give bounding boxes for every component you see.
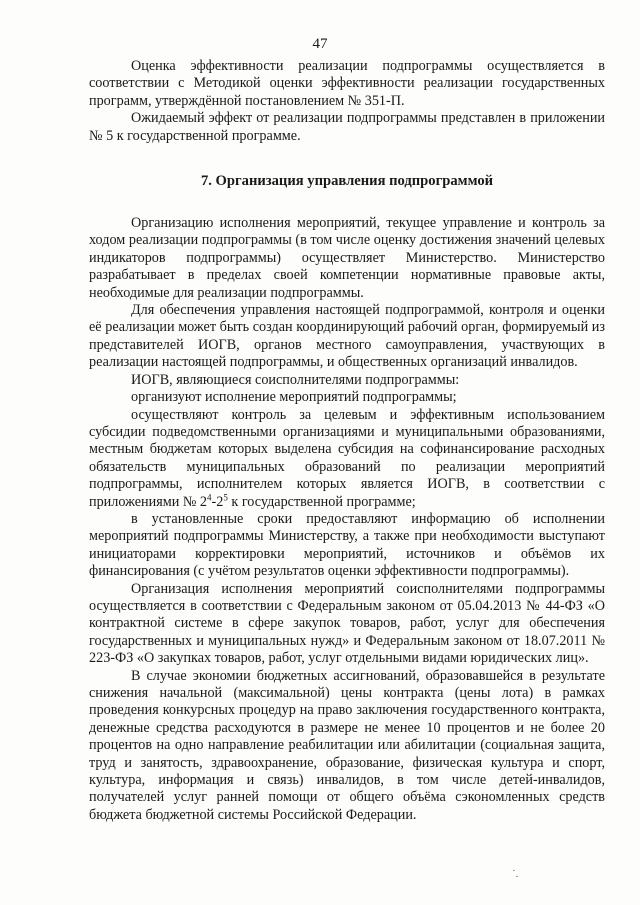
paragraph-organization: Организацию исполнения мероприятий, текущее управление и контроль за ходом реализации подпрограммы (в том числе оценку достижения значений целевых индикаторов подпрограммы) осуществляет Министерство. Министерство разрабатывает в пределах своей компетенции нормативные правовые акты, необходимые для реализации подпрограммы. bbox=[89, 215, 605, 301]
control-dash: -2 bbox=[211, 493, 224, 510]
paragraph-expected-effect: Ожидаемый эффект от реализации подпрограммы представлен в приложении № 5 к государственной программе. bbox=[89, 110, 605, 144]
list-item-organize: организуют исполнение мероприятий подпрограммы; bbox=[131, 389, 457, 406]
control-text-before: осуществляют контроль за целевым и эффективным использованием субсидии подведомственными организациями и муниципальными образованиями, местным бюджетам которых выделена субсидия на софинансирование расходных обязательств муниципальных образований по реализации мероприятий подпрограммы, исполнителем которых является ИОГВ, в соответствии с приложениями № 2 bbox=[89, 406, 605, 510]
list-item-control bbox=[89, 407, 605, 511]
page-number: 47 bbox=[312, 36, 328, 52]
paragraph-working-body: Для обеспечения управления настоящей подпрограммой, контроля и оценки её реализации может быть создан координирующий рабочий орган, формируемый из представителей ИОГВ, органов местного самоуправления, участвующих в реализации настоящей подпрограммы, и общественных организаций инвалидов. bbox=[89, 302, 605, 371]
control-text-after: к государственной программе; bbox=[227, 493, 416, 510]
paragraph-procurement: Организация исполнения мероприятий соисполнителями подпрограммы осуществляется в соответствии с Федеральным законом от 05.04.2013 № 44-ФЗ «О контрактной системе в сфере закупок товаров, работ, услуг для обеспечения государственных и муниципальных нужд» и Федеральным законом от 18.07.2011 № 223-ФЗ «О закупках товаров, работ, услуг отдельными видами юридических лиц». bbox=[89, 580, 605, 667]
superscript-4: 4 bbox=[207, 491, 212, 502]
paragraph-evaluation: Оценка эффективности реализации подпрограммы осуществляется в соответствии с Методикой оценки эффективности реализации государственных программ, утверждённой постановлением № 351-П. bbox=[89, 58, 605, 109]
list-item-report: в установленные сроки предоставляют информацию об исполнении мероприятий подпрограммы Министерству, а также при необходимости выступают инициаторами корректировки мероприятий, источников и объёмов их финансирования (с учётом результатов оценки эффективности подпрограммы). bbox=[89, 510, 605, 580]
scan-mark: ˙. bbox=[512, 868, 519, 880]
section-heading: 7. Организация управления подпрограммой bbox=[200, 173, 494, 190]
superscript-5: 5 bbox=[223, 491, 228, 502]
paragraph-iogv-intro: ИОГВ, являющиеся соисполнителями подпрограммы: bbox=[131, 371, 460, 388]
paragraph-savings: В случае экономии бюджетных ассигнований, образовавшейся в результате снижения начальной (максимальной) цены контракта (цены лота) в рамках проведения конкурсных процедур на право заключения государственного контракта, денежные средства расходуются в размере не менее 10 процентов и не более 20 процентов на одно направление реабилитации или абилитации (социальная защита, труд и занятость, здравоохранение, образование, физическая культура и спорт, культура, информация и связь) инвалидов, в том числе детей-инвалидов, получателей услуг ранней помощи от общего объёма сэкономленных средств бюджета бюджетной системы Российской Федерации. bbox=[89, 667, 605, 823]
page-body bbox=[89, 58, 605, 824]
